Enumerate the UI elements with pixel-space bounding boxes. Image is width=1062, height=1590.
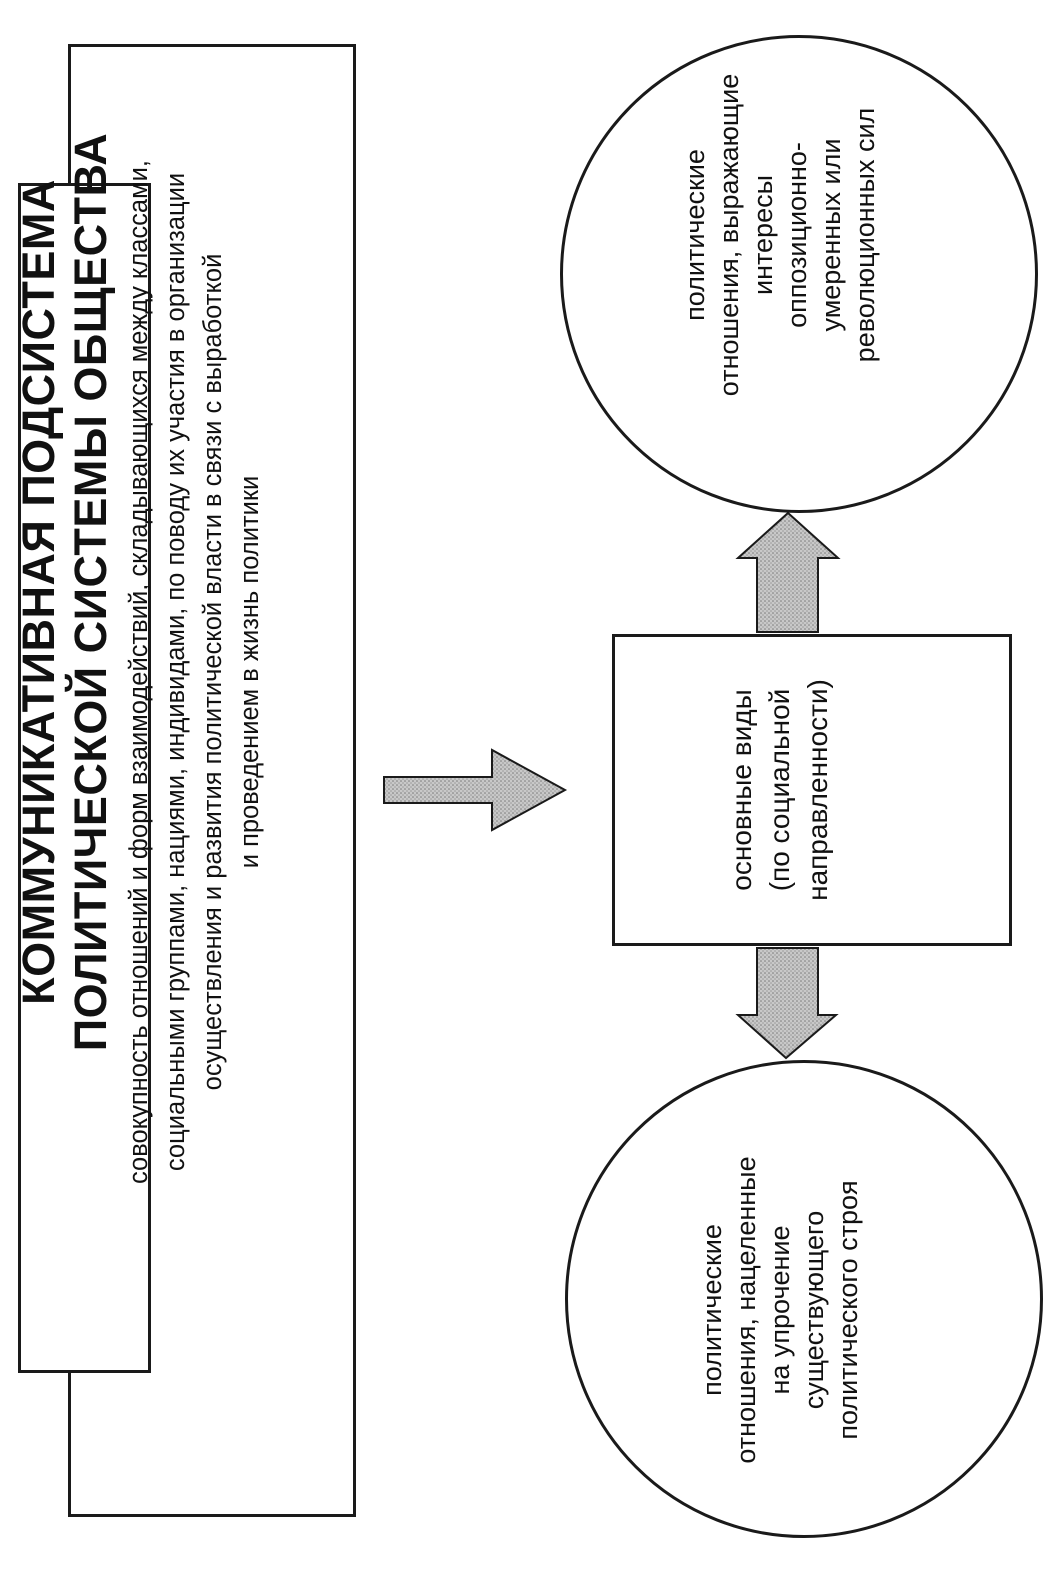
title-line-2: ПОЛИТИЧЕСКОЙ СИСТЕМЫ ОБЩЕСТВА: [65, 132, 116, 1052]
opposition-line-6: революционных сил: [850, 107, 880, 363]
definition-text: [121, 62, 269, 1282]
strengthening-line-4: существующего: [799, 1210, 829, 1410]
definition-line-4: и проведением в жизнь политики: [236, 475, 264, 869]
strengthening-line-5: политического строя: [833, 1180, 863, 1440]
arrow-to-top-circle: [738, 513, 838, 632]
main-types-line-2: (по социальной: [764, 688, 795, 892]
arrow-to-center: [384, 750, 565, 830]
main-types-line-1: основные виды: [726, 689, 757, 891]
definition-line-1: совокупность отношений и форм взаимодействий, складывающихся между классами,: [125, 160, 153, 1184]
opposition-line-1: политические: [680, 149, 710, 321]
strengthening-line-3: на упрочение: [765, 1225, 795, 1395]
title-line-1: КОММУНИКАТИВНАЯ ПОДСИСТЕМА: [13, 179, 64, 1005]
main-types-text: [680, 640, 880, 940]
definition-line-3: осуществления и развития политической власти в связи с выработкой: [199, 253, 227, 1091]
opposition-line-5: умеренных или: [816, 138, 846, 332]
strengthening-relations-text: [630, 1030, 930, 1590]
main-types-line-3: направленности): [802, 679, 833, 901]
opposition-line-4: оппозиционно-: [782, 142, 812, 328]
strengthening-line-2: отношения, нацеленные: [731, 1156, 761, 1464]
opposition-line-3: интересы: [748, 175, 778, 296]
strengthening-line-1: политические: [697, 1224, 727, 1396]
definition-line-2: социальными группами, нациями, индивидами, по поводу их участия в организации: [162, 172, 190, 1172]
opposition-relations-text: [630, 0, 930, 515]
opposition-line-2: отношения, выражающие: [714, 73, 744, 397]
